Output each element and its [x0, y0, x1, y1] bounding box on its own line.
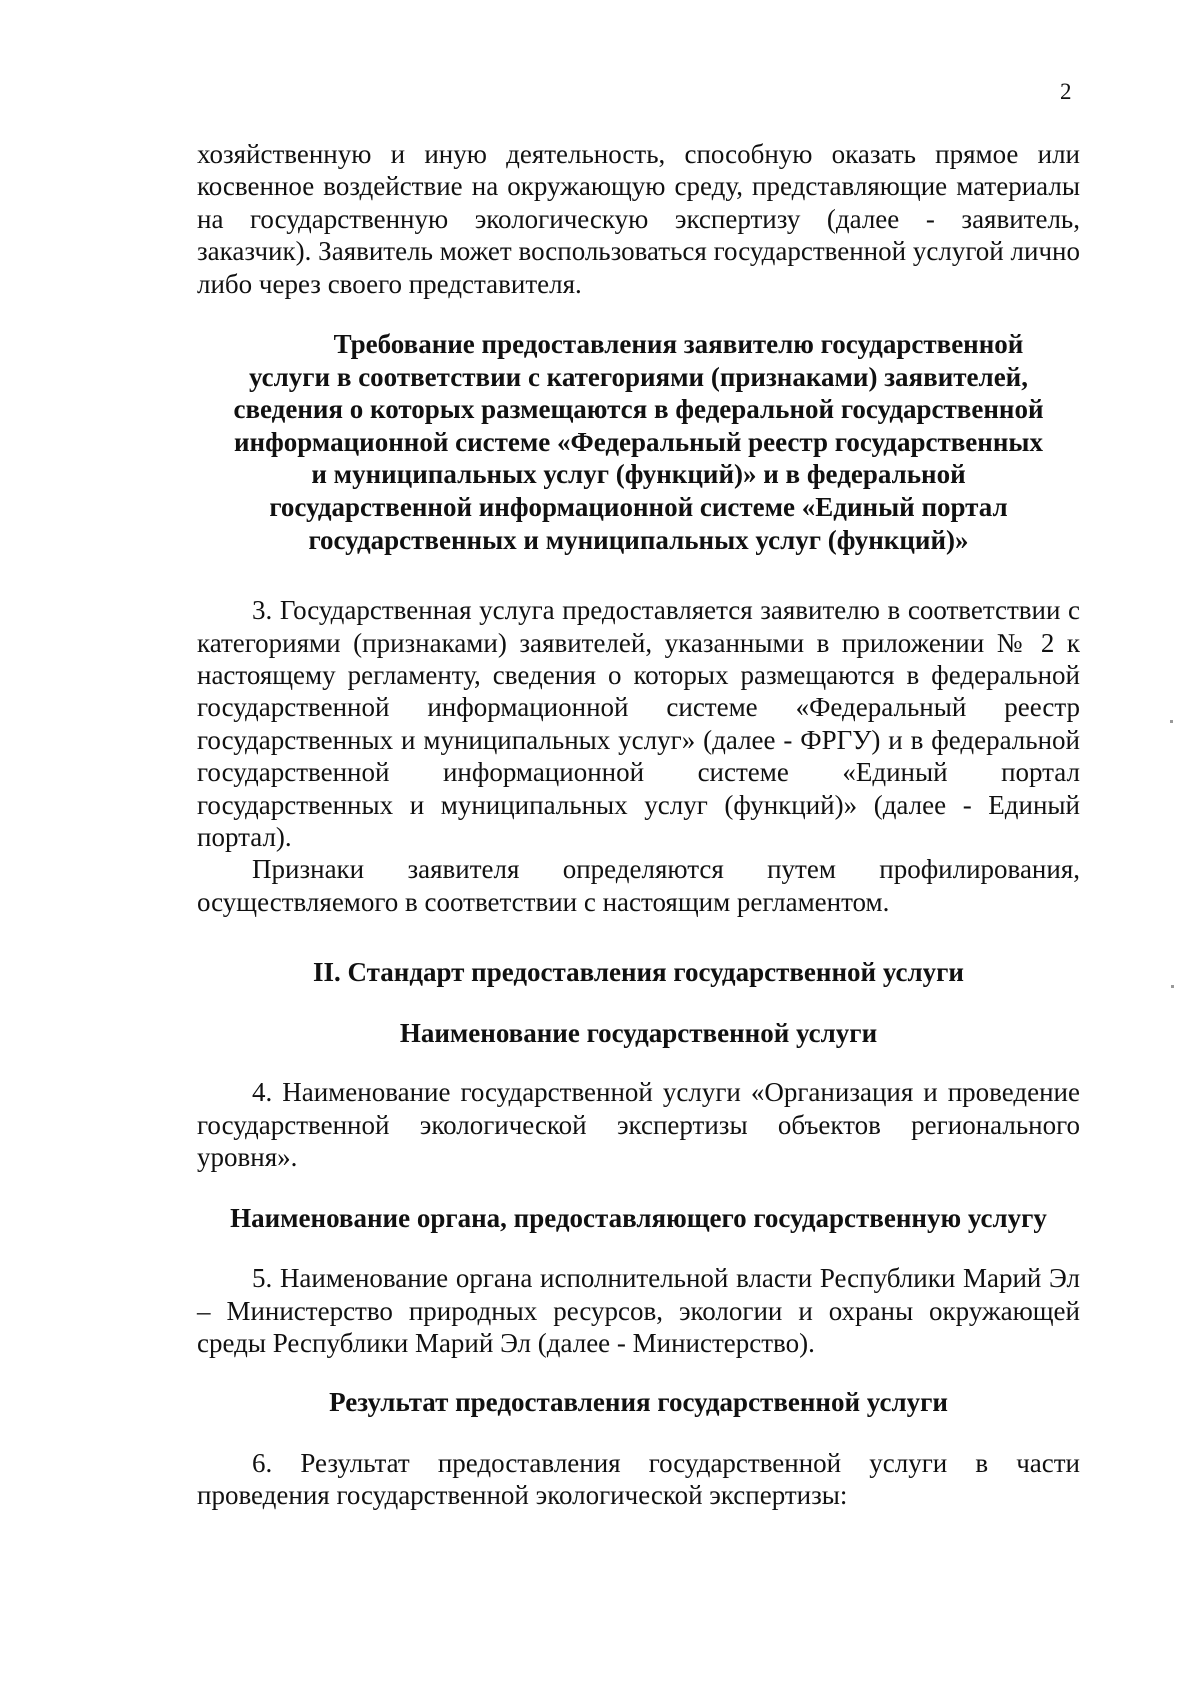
heading-organ: Наименование органа, предоставляющего государственную услугу: [230, 1202, 1047, 1233]
heading-service-name: Наименование государственной услуги: [399, 1017, 878, 1048]
heading-standard: II. Стандарт предоставления государственной услуги: [313, 957, 964, 988]
paragraph-3: 3. Государственная услуга предоставляется заявителю в соответствии с категориями (признаками) заявителей, указанными в приложении № 2 к настоящему регламенту, сведения о которых размещаются в федеральной государственной информационной системе «Федеральный реестр государственных и муниципальных услуг» (далее - ФРГУ) и в федеральной государственной информационной системе «Единый портал государственных и муниципальных услуг (функций)» (далее - Единый портал).: [197, 595, 1080, 853]
document-body: [197, 138, 1080, 1512]
heading-requirement-line: информационной системе «Федеральный реестр государственных: [234, 426, 1043, 457]
heading-requirement-line: государственной информационной системе «Единый портал: [269, 492, 1008, 522]
heading-result: Результат предоставления государственной услуги: [329, 1387, 948, 1418]
page-number: 2: [1060, 79, 1072, 104]
heading-requirement-line: сведения о которых размещаются в федеральной государственной: [233, 394, 1044, 425]
paragraph-3-profiling: Признаки заявителя определяются путем профилирования, осуществляемого в соответствии с настоящим регламентом.: [197, 854, 1080, 917]
heading-requirement-line: услуги в соответствии с категориями (признаками) заявителей,: [249, 361, 1028, 392]
heading-requirement-line: Требование предоставления заявителю государственной: [333, 329, 1024, 360]
heading-requirement-line: государственных и муниципальных услуг (функций)»: [308, 524, 969, 555]
scan-speck: [1171, 985, 1174, 988]
heading-requirement: [197, 328, 1080, 556]
paragraph-5: 5. Наименование органа исполнительной власти Республики Марий Эл – Министерство природных ресурсов, экологии и охраны окружающей среды Республики Марий Эл (далее - Министерство).: [197, 1263, 1080, 1359]
heading-requirement-line: и муниципальных услуг (функций)» и в федеральной: [311, 459, 966, 490]
intro-paragraph: хозяйственную и иную деятельность, способную оказать прямое или косвенное воздействие на окружающую среду, представляющие материалы на государственную экологическую экспертизу (далее - заявитель, заказчик). Заявитель может воспользоваться государственной услугой лично либо через своего представителя.: [197, 139, 1080, 299]
paragraph-6: 6. Результат предоставления государственной услуги в части проведения государственной экологической экспертизы:: [197, 1448, 1080, 1511]
scan-speck: [1170, 720, 1173, 723]
paragraph-4: 4. Наименование государственной услуги «Организация и проведение государственной экологической экспертизы объектов регионального уровня».: [197, 1077, 1080, 1173]
